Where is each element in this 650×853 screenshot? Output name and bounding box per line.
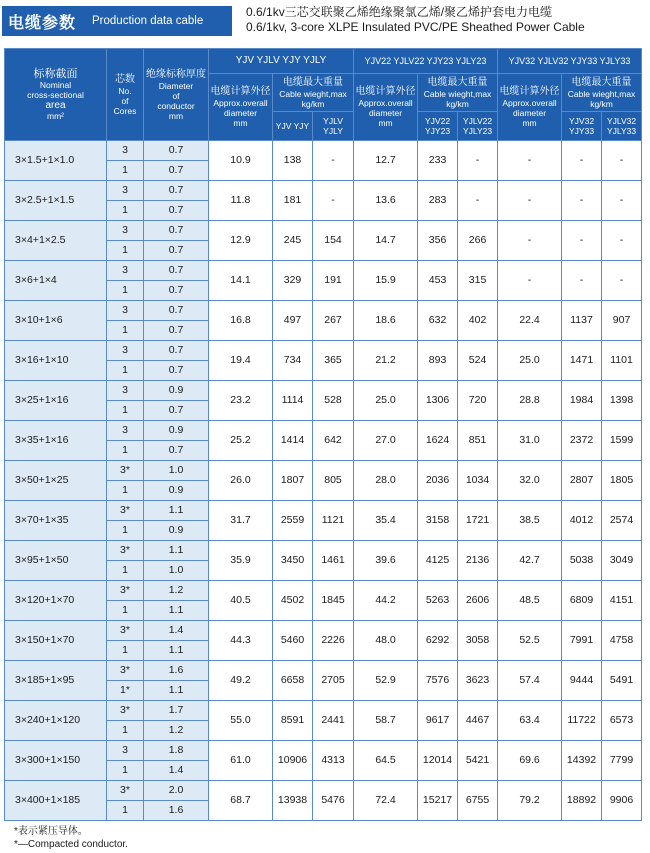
table-cell: 1 — [107, 321, 144, 341]
table-cell: 402 — [458, 301, 498, 341]
table-cell: 3×10+1×6 — [5, 301, 107, 341]
table-cell: 2036 — [418, 461, 458, 501]
table-row — [5, 381, 642, 401]
table-cell: 25.2 — [209, 421, 273, 461]
table-cell: 1.2 — [144, 581, 209, 601]
table-cell: 0.9 — [144, 481, 209, 501]
table-cell: 79.2 — [498, 781, 562, 821]
header-group-1: YJV YJLV YJY YJLY — [209, 49, 354, 74]
table-cell: - — [313, 181, 354, 221]
table-cell: 1807 — [273, 461, 313, 501]
table-cell: 1.8 — [144, 741, 209, 761]
badge-title-zh: 电缆参数 — [8, 14, 77, 32]
table-cell: 63.4 — [498, 701, 562, 741]
table-cell: 0.7 — [144, 261, 209, 281]
table-cell: 3 — [107, 741, 144, 761]
table-row — [5, 581, 642, 601]
table-cell: 39.6 — [354, 541, 418, 581]
table-cell: 0.9 — [144, 381, 209, 401]
table-cell: 12014 — [418, 741, 458, 781]
table-cell: 3×240+1×120 — [5, 701, 107, 741]
table-cell: 315 — [458, 261, 498, 301]
table-cell: 181 — [273, 181, 313, 221]
table-body — [5, 141, 642, 821]
table-cell: 40.5 — [209, 581, 273, 621]
table-cell: 3* — [107, 621, 144, 641]
header-group-2: YJV22 YJLV22 YJY23 YJLY23 — [354, 49, 498, 74]
table-row — [5, 461, 642, 481]
table-cell: 3×150+1×70 — [5, 621, 107, 661]
table-cell: 1.6 — [144, 801, 209, 821]
table-cell: 1 — [107, 481, 144, 501]
table-cell: 4012 — [562, 501, 602, 541]
table-cell: 1.7 — [144, 701, 209, 721]
table-cell: 22.4 — [498, 301, 562, 341]
table-cell: 7576 — [418, 661, 458, 701]
table-cell: 0.7 — [144, 361, 209, 381]
table-cell: 0.7 — [144, 241, 209, 261]
table-cell: 19.4 — [209, 341, 273, 381]
table-cell: 18.6 — [354, 301, 418, 341]
table-cell: 3* — [107, 581, 144, 601]
table-cell: 1.1 — [144, 501, 209, 521]
table-cell: 365 — [313, 341, 354, 381]
table-cell: 1.2 — [144, 721, 209, 741]
table-cell: - — [562, 141, 602, 181]
table-cell: 44.2 — [354, 581, 418, 621]
table-cell: 1.1 — [144, 601, 209, 621]
table-cell: - — [602, 261, 642, 301]
table-cell: 2136 — [458, 541, 498, 581]
table-cell: 356 — [418, 221, 458, 261]
header-sub-1b: YJLV YJLY — [313, 112, 354, 141]
table-cell: 9617 — [418, 701, 458, 741]
table-cell: 1 — [107, 521, 144, 541]
table-cell: 7799 — [602, 741, 642, 781]
table-cell: 3158 — [418, 501, 458, 541]
table-cell: 0.7 — [144, 401, 209, 421]
header-wt-3: 电缆最大重量 Cable wieght,max kg/km — [562, 74, 642, 112]
table-cell: 3×25+1×16 — [5, 381, 107, 421]
table-row — [5, 781, 642, 801]
table-cell: 27.0 — [354, 421, 418, 461]
table-cell: 52.5 — [498, 621, 562, 661]
table-row — [5, 421, 642, 441]
page-title — [246, 5, 585, 35]
table-cell: 11.8 — [209, 181, 273, 221]
table-cell: 3×1.5+1×1.0 — [5, 141, 107, 181]
table-cell: - — [602, 181, 642, 221]
table-cell: 31.0 — [498, 421, 562, 461]
table-cell: 9444 — [562, 661, 602, 701]
table-cell: 528 — [313, 381, 354, 421]
table-cell: 48.5 — [498, 581, 562, 621]
table-cell: 57.4 — [498, 661, 562, 701]
table-row — [5, 501, 642, 521]
table-cell: 3×70+1×35 — [5, 501, 107, 541]
table-cell: - — [498, 261, 562, 301]
table-cell: 245 — [273, 221, 313, 261]
table-cell: 0.7 — [144, 221, 209, 241]
table-cell: 4151 — [602, 581, 642, 621]
table-cell: 2606 — [458, 581, 498, 621]
table-cell: 4467 — [458, 701, 498, 741]
table-cell: 21.2 — [354, 341, 418, 381]
table-cell: 1.1 — [144, 681, 209, 701]
table-cell: - — [458, 141, 498, 181]
table-cell: 2.0 — [144, 781, 209, 801]
table-cell: 1 — [107, 201, 144, 221]
table-cell: 3450 — [273, 541, 313, 581]
table-cell: 2372 — [562, 421, 602, 461]
table-row — [5, 701, 642, 721]
table-cell: 0.7 — [144, 161, 209, 181]
footnote-en: *—Compacted conductor. — [14, 839, 128, 850]
table-cell: 16.8 — [209, 301, 273, 341]
table-cell: 3 — [107, 341, 144, 361]
table-cell: 1114 — [273, 381, 313, 421]
table-cell: 0.7 — [144, 301, 209, 321]
table-cell: 1471 — [562, 341, 602, 381]
table-cell: 2705 — [313, 661, 354, 701]
table-cell: 32.0 — [498, 461, 562, 501]
table-cell: 1414 — [273, 421, 313, 461]
table-cell: 13.6 — [354, 181, 418, 221]
table-cell: 4313 — [313, 741, 354, 781]
table-cell: 3×400+1×185 — [5, 781, 107, 821]
table-cell: 52.9 — [354, 661, 418, 701]
table-cell: 3 — [107, 421, 144, 441]
table-cell: 48.0 — [354, 621, 418, 661]
table-cell: 7991 — [562, 621, 602, 661]
table-cell: 28.0 — [354, 461, 418, 501]
table-cell: 12.9 — [209, 221, 273, 261]
table-cell: 1.4 — [144, 761, 209, 781]
table-cell: 233 — [418, 141, 458, 181]
table-cell: 35.9 — [209, 541, 273, 581]
table-row — [5, 741, 642, 761]
table-cell: 58.7 — [354, 701, 418, 741]
table-cell: 851 — [458, 421, 498, 461]
table-cell: - — [498, 141, 562, 181]
table-cell: - — [602, 221, 642, 261]
footnote-zh: *表示紧压导体。 — [14, 826, 88, 837]
table-cell: 1306 — [418, 381, 458, 421]
table-cell: 3* — [107, 661, 144, 681]
header-od-2: 电缆计算外径 Approx.overall diameter mm — [354, 74, 418, 141]
table-cell: 3×50+1×25 — [5, 461, 107, 501]
table-cell: 0.7 — [144, 201, 209, 221]
table-cell: 154 — [313, 221, 354, 261]
header-group-3: YJV32 YJLV32 YJY33 YJLY33 — [498, 49, 642, 74]
table-cell: 3 — [107, 221, 144, 241]
table-cell: 3×35+1×16 — [5, 421, 107, 461]
table-cell: 64.5 — [354, 741, 418, 781]
table-cell: 14392 — [562, 741, 602, 781]
table-cell: 8591 — [273, 701, 313, 741]
table-cell: 329 — [273, 261, 313, 301]
table-cell: 1034 — [458, 461, 498, 501]
table-cell: 5263 — [418, 581, 458, 621]
table-cell: 35.4 — [354, 501, 418, 541]
table-cell: 283 — [418, 181, 458, 221]
table-cell: 1984 — [562, 381, 602, 421]
table-cell: 1 — [107, 361, 144, 381]
table-cell: 191 — [313, 261, 354, 301]
table-cell: 632 — [418, 301, 458, 341]
table-cell: 0.7 — [144, 181, 209, 201]
table-cell: 1624 — [418, 421, 458, 461]
table-cell: 26.0 — [209, 461, 273, 501]
table-cell: 3×16+1×10 — [5, 341, 107, 381]
table-cell: - — [498, 221, 562, 261]
table-cell: 720 — [458, 381, 498, 421]
table-cell: 1.0 — [144, 461, 209, 481]
table-cell: 0.7 — [144, 141, 209, 161]
header-sub-2a: YJV22 YJY23 — [418, 112, 458, 141]
table-cell: 734 — [273, 341, 313, 381]
table-cell: 1.0 — [144, 561, 209, 581]
table-cell: 15217 — [418, 781, 458, 821]
table-row — [5, 261, 642, 281]
table-cell: 1* — [107, 681, 144, 701]
table-cell: 11722 — [562, 701, 602, 741]
table-cell: 2574 — [602, 501, 642, 541]
header-wt-2: 电缆最大重量 Cable wieght,max kg/km — [418, 74, 498, 112]
table-cell: 3* — [107, 541, 144, 561]
table-cell: 3* — [107, 501, 144, 521]
table-cell: 3* — [107, 461, 144, 481]
table-cell: 5476 — [313, 781, 354, 821]
table-cell: 4758 — [602, 621, 642, 661]
table-cell: 18892 — [562, 781, 602, 821]
section-badge — [2, 6, 232, 36]
table-cell: 3×300+1×150 — [5, 741, 107, 781]
table-cell: 1845 — [313, 581, 354, 621]
header-diameter: 绝缘标称厚度 Diameter of conductor mm — [144, 49, 209, 141]
table-cell: 6573 — [602, 701, 642, 741]
cable-spec-table — [4, 48, 642, 821]
table-cell: 1 — [107, 161, 144, 181]
table-cell: 10.9 — [209, 141, 273, 181]
table-cell: 3623 — [458, 661, 498, 701]
table-cell: 1121 — [313, 501, 354, 541]
table-row — [5, 181, 642, 201]
table-cell: 6755 — [458, 781, 498, 821]
table-cell: 1805 — [602, 461, 642, 501]
table-cell: 1 — [107, 601, 144, 621]
header-sub-3b: YJLV32 YJLY33 — [602, 112, 642, 141]
table-cell: 1461 — [313, 541, 354, 581]
table-cell: 1 — [107, 721, 144, 741]
header-od-3: 电缆计算外径 Approx.overall diameter mm — [498, 74, 562, 141]
table-cell: 0.9 — [144, 421, 209, 441]
table-cell: 31.7 — [209, 501, 273, 541]
table-cell: - — [562, 181, 602, 221]
table-cell: - — [313, 141, 354, 181]
table-cell: 1 — [107, 561, 144, 581]
footnotes — [14, 825, 128, 851]
table-cell: 44.3 — [209, 621, 273, 661]
header-od-1: 电缆计算外径 Approx.overall diameter mm — [209, 74, 273, 141]
table-row — [5, 341, 642, 361]
table-cell: 4125 — [418, 541, 458, 581]
table-row — [5, 661, 642, 681]
table-cell: - — [562, 221, 602, 261]
table-cell: 3 — [107, 181, 144, 201]
table-cell: 13938 — [273, 781, 313, 821]
badge-title-en: Production data cable — [92, 15, 204, 27]
table-cell: 524 — [458, 341, 498, 381]
page-header — [0, 0, 650, 44]
table-cell: 1721 — [458, 501, 498, 541]
table-cell: 3×2.5+1×1.5 — [5, 181, 107, 221]
header-cores: 芯数 No. of Cores — [107, 49, 144, 141]
title-zh: 0.6/1kv三芯交联聚乙烯绝缘聚氯乙烯/聚乙烯护套电力电缆 — [246, 5, 553, 19]
table-cell: 25.0 — [354, 381, 418, 421]
table-cell: 0.7 — [144, 441, 209, 461]
table-cell: 1.1 — [144, 641, 209, 661]
table-cell: - — [458, 181, 498, 221]
table-cell: 49.2 — [209, 661, 273, 701]
table-cell: 2559 — [273, 501, 313, 541]
table-cell: 42.7 — [498, 541, 562, 581]
table-cell: - — [602, 141, 642, 181]
table-cell: 497 — [273, 301, 313, 341]
table-row — [5, 221, 642, 241]
table-cell: 267 — [313, 301, 354, 341]
table-cell: 3 — [107, 301, 144, 321]
table-cell: 6292 — [418, 621, 458, 661]
table-cell: 3049 — [602, 541, 642, 581]
table-cell: 14.1 — [209, 261, 273, 301]
table-cell: 5421 — [458, 741, 498, 781]
table-cell: 0.7 — [144, 321, 209, 341]
table-cell: 10906 — [273, 741, 313, 781]
table-cell: 3 — [107, 261, 144, 281]
table-cell: 266 — [458, 221, 498, 261]
table-cell: 6658 — [273, 661, 313, 701]
table-cell: 0.7 — [144, 341, 209, 361]
table-cell: 5491 — [602, 661, 642, 701]
table-cell: 72.4 — [354, 781, 418, 821]
table-cell: 15.9 — [354, 261, 418, 301]
table-cell: 138 — [273, 141, 313, 181]
table-cell: 3* — [107, 701, 144, 721]
table-cell: 1101 — [602, 341, 642, 381]
table-cell: 1 — [107, 281, 144, 301]
table-cell: 1.4 — [144, 621, 209, 641]
table-cell: 68.7 — [209, 781, 273, 821]
table-cell: 3×4+1×2.5 — [5, 221, 107, 261]
table-cell: 69.6 — [498, 741, 562, 781]
table-cell: 3 — [107, 141, 144, 161]
table-cell: 25.0 — [498, 341, 562, 381]
table-cell: 9906 — [602, 781, 642, 821]
table-cell: 3×95+1×50 — [5, 541, 107, 581]
table-cell: 3×185+1×95 — [5, 661, 107, 701]
table-cell: 1 — [107, 441, 144, 461]
table-row — [5, 141, 642, 161]
table-cell: 1.6 — [144, 661, 209, 681]
table-row — [5, 301, 642, 321]
table-cell: 3058 — [458, 621, 498, 661]
table-cell: 1599 — [602, 421, 642, 461]
table-cell: 14.7 — [354, 221, 418, 261]
table-cell: 2807 — [562, 461, 602, 501]
header-wt-1: 电缆最大重量 Cable wieght,max kg/km — [273, 74, 354, 112]
table-cell: 6809 — [562, 581, 602, 621]
table-cell: 3×120+1×70 — [5, 581, 107, 621]
title-en: 0.6/1kv, 3-core XLPE Insulated PVC/PE Sheathed Power Cable — [246, 20, 585, 34]
table-cell: 38.5 — [498, 501, 562, 541]
table-cell: 3×6+1×4 — [5, 261, 107, 301]
table-cell: 5038 — [562, 541, 602, 581]
table-cell: 1398 — [602, 381, 642, 421]
table-cell: 3 — [107, 381, 144, 401]
header-sub-2b: YJLV22 YJLY23 — [458, 112, 498, 141]
table-cell: 642 — [313, 421, 354, 461]
table-cell: 0.9 — [144, 521, 209, 541]
table-cell: 1 — [107, 761, 144, 781]
table-cell: 28.8 — [498, 381, 562, 421]
table-cell: 5460 — [273, 621, 313, 661]
table-row — [5, 621, 642, 641]
table-cell: 2441 — [313, 701, 354, 741]
table-cell: 23.2 — [209, 381, 273, 421]
table-cell: 1 — [107, 401, 144, 421]
table-cell: 0.7 — [144, 281, 209, 301]
table-cell: 453 — [418, 261, 458, 301]
header-section: 标称截面 Nominal cross-sectional area mm² — [5, 49, 107, 141]
header-sub-1a: YJV YJY — [273, 112, 313, 141]
table-cell: 1 — [107, 241, 144, 261]
table-cell: 1.1 — [144, 541, 209, 561]
table-cell: 12.7 — [354, 141, 418, 181]
table-cell: 55.0 — [209, 701, 273, 741]
table-cell: 61.0 — [209, 741, 273, 781]
table-cell: 893 — [418, 341, 458, 381]
table-cell: - — [562, 261, 602, 301]
table-cell: 1 — [107, 801, 144, 821]
table-cell: 907 — [602, 301, 642, 341]
table-cell: - — [498, 181, 562, 221]
header-sub-3a: YJV32 YJY33 — [562, 112, 602, 141]
table-row — [5, 541, 642, 561]
table-cell: 1137 — [562, 301, 602, 341]
table-cell: 2226 — [313, 621, 354, 661]
table-cell: 805 — [313, 461, 354, 501]
table-cell: 4502 — [273, 581, 313, 621]
table-cell: 1 — [107, 641, 144, 661]
table-cell: 3* — [107, 781, 144, 801]
